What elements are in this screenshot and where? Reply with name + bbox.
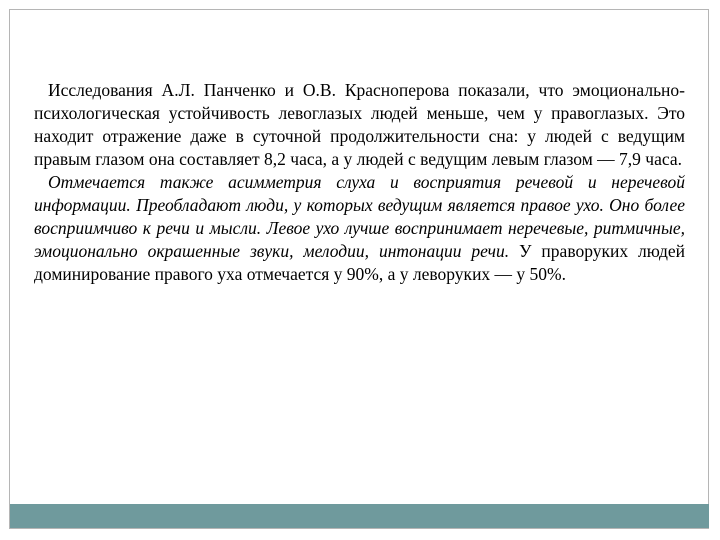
paragraph-ear-italic-text: Отмечается также асимметрия слуха и восприятия речевой и неречевой информации. Преобладают люди, у которых ведущим является правое ухо. Оно более восприимчиво к речи и мысли. Левое ухо лучше воспринимает неречевые, ритмичные, эмоционально окрашенные звуки, мелодии, интонации речи. (34, 172, 685, 261)
paragraph-ear-dominance (34, 171, 685, 286)
paragraph-eye-dominance: Исследования А.Л. Панченко и О.В. Красноперова показали, что эмоционально-психологическая устойчивость левоглазых людей меньше, чем у правоглазых. Это находит отражение даже в суточной продолжительности сна: у людей с ведущим правым глазом она составляет 8,2 часа, а у людей с ведущим левым глазом — 7,9 часа. (34, 80, 685, 169)
footer-bar (10, 504, 709, 528)
paragraph-ear-regular-text: У праворуких людей доминирование правого уха отмечается у 90%, а у леворуких — у 50%. (34, 241, 685, 284)
slide-text-block (34, 79, 685, 286)
